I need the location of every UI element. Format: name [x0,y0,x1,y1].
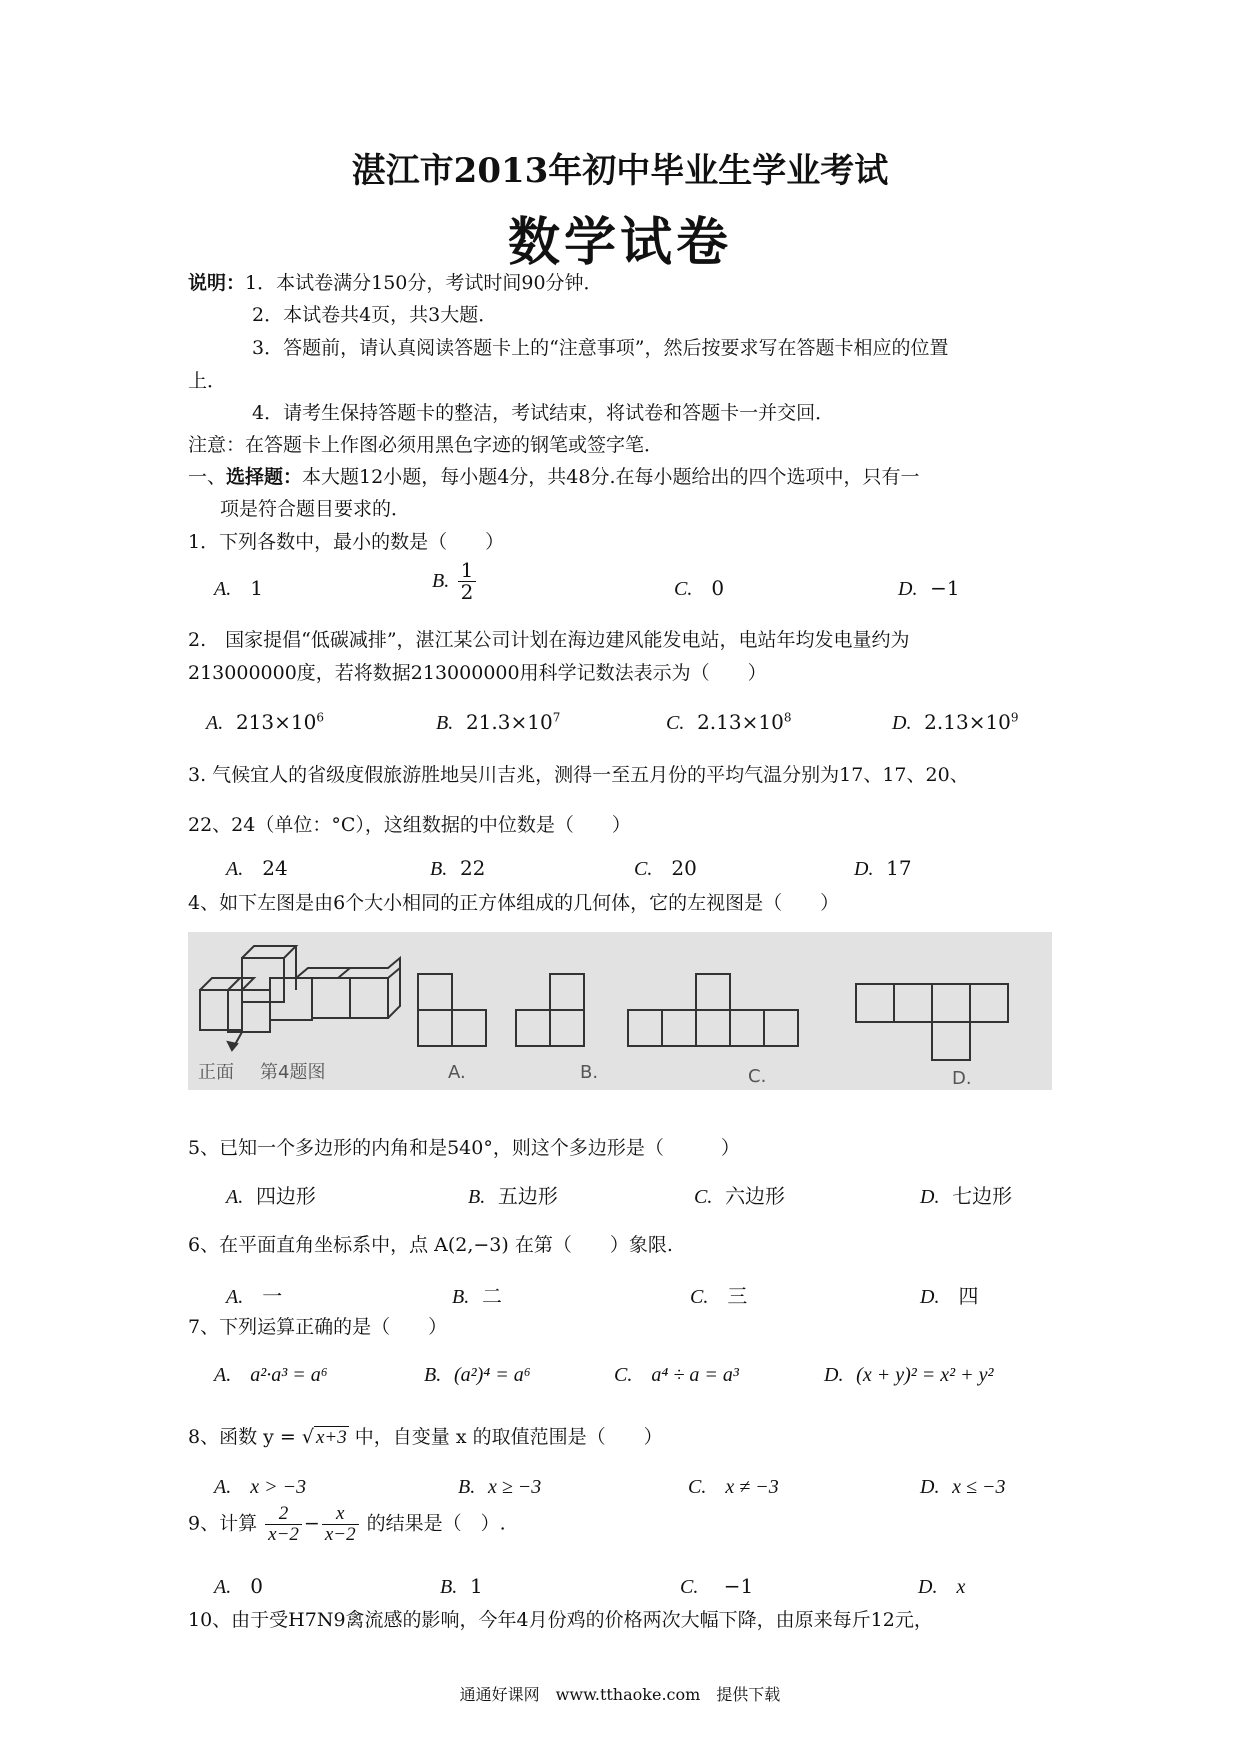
figure-front-label: 正面 [198,1062,234,1083]
figure-label-c: C. [748,1066,767,1087]
q8-option-d: D. x ≤ −3 [920,1476,1006,1498]
q2-option-a: A. $213\times 10^6$ [206,710,324,734]
q9-option-b: B. 1 [440,1574,483,1598]
q1-option-a: A. 1 [214,576,264,600]
question-2-stem-1: 2. 国家提倡“低碳减排”，湛江某公司计划在海边建风能发电站，电站年均发电量约为 [188,629,910,651]
question-6-stem: 6、在平面直角坐标系中，点 A(2,−3) 在第（ ）象限. [188,1234,673,1256]
question-5-stem: 5、已知一个多边形的内角和是540°，则这个多边形是（ ） [188,1137,740,1159]
q5-option-a: A. 四边形 [226,1184,316,1208]
question-4-stem: 4、如下左图是由6个大小相同的正方体组成的几何体，它的左视图是（ ） [188,892,840,914]
question-4-figure [188,932,1052,1090]
q7-option-d: D. (x + y)² = x² + y² [824,1364,994,1386]
exam-title: 湛江市2013年初中毕业生学业考试 [351,151,889,191]
q6-option-d: D. 四 [920,1284,979,1308]
q7-option-c: C. a⁴ ÷ a = a³ [614,1364,739,1386]
question-8-stem: 8、函数 y = √ x+3 中，自变量 x 的取值范围是（ ） [188,1426,663,1448]
q3-option-a: A. 24 [226,856,288,880]
option-c-view [628,974,798,1046]
question-2-stem-2: 213000000度，若将数据213000000用科学记数法表示为（ ） [188,662,767,684]
note-4: 4．请考生保持答题卡的整洁，考试结束，将试卷和答题卡一并交回． [252,402,835,424]
question-9-stem: 9、计算 $\frac{2}{x-2}$ − $\frac{x}{x-2}$ 的结果是（ ）. [188,1503,506,1545]
q5-option-b: B. 五边形 [468,1184,558,1208]
note-2: 2．本试卷共4页，共3大题． [252,304,498,326]
q9-option-a: A. 0 [214,1574,264,1598]
q8-option-b: B. x ≥ −3 [458,1476,542,1498]
page-footer: 通通好课网 www.tthaoke.com 提供下载 [459,1685,781,1704]
question-7-stem: 7、下列运算正确的是（ ） [188,1316,448,1338]
notes-heading: 说明：1．本试卷满分150分，考试时间90分钟． [188,272,603,294]
figure-label-d: D. [952,1068,972,1089]
q9-option-c: C. −1 [680,1574,754,1598]
note-3: 3．答题前，请认真阅读答题卡上的“注意事项”，然后按要求写在答题卡相应的位置 [252,337,949,359]
question-10-stem: 10、由于受H7N9禽流感的影响，今年4月份鸡的价格两次大幅下降，由原来每斤12元， [188,1609,933,1631]
section-1-header: 一、选择题：本大题12小题，每小题4分，共48分.在每小题给出的四个选项中，只有一 [188,466,920,488]
q3-option-c: C. 20 [634,856,697,880]
q6-option-c: C. 三 [690,1284,748,1308]
option-b-view [516,974,584,1046]
q5-option-c: C. 六边形 [694,1184,786,1208]
q2-option-d: D. $2.13\times 10^9$ [892,710,1019,734]
q7-option-b: B. (a²)⁴ = a⁶ [424,1364,531,1386]
q8-option-a: A. x > −3 [214,1476,307,1498]
q9-option-d: D. x [918,1576,966,1598]
q3-option-d: D. 17 [854,856,912,880]
option-a-view [418,974,486,1046]
q2-option-c: C. $2.13\times 10^8$ [666,710,792,734]
q1-option-c: C. 0 [674,576,725,600]
q8-option-c: C. x ≠ −3 [688,1476,779,1498]
figure-label-a: A. [448,1062,466,1083]
option-d-view [856,984,1008,1060]
section-1-desc-continued: 项是符合题目要求的． [220,498,411,520]
q1-option-b: B. $\frac{1}{2}$ [432,560,478,603]
figure-svg [188,932,1052,1090]
solid-figure [200,946,400,1050]
question-1-stem: 1．下列各数中，最小的数是（ ） [188,531,505,553]
q6-option-b: B. 二 [452,1284,502,1308]
question-3-stem-2: 22、24（单位：°C），这组数据的中位数是（ ） [188,814,631,836]
q1-option-d: D. −1 [898,576,960,600]
note-3-continued: 上． [188,370,227,392]
q2-option-b: B. $21.3\times 10^7$ [436,710,561,734]
q6-option-a: A. 一 [226,1284,283,1308]
attention-note: 注意：在答题卡上作图必须用黑色字迹的钢笔或签字笔． [188,434,664,456]
exam-subtitle: 数学试卷 [507,212,732,273]
q5-option-d: D. 七边形 [920,1184,1013,1208]
q3-option-b: B. 22 [430,856,486,880]
figure-label-b: B. [580,1062,599,1083]
figure-caption: 第4题图 [260,1062,326,1083]
question-3-stem-1: 3. 气候宜人的省级度假旅游胜地吴川吉兆，测得一至五月份的平均气温分别为17、17、20、 [188,764,969,786]
q7-option-a: A. a²·a³ = a⁶ [214,1364,328,1386]
